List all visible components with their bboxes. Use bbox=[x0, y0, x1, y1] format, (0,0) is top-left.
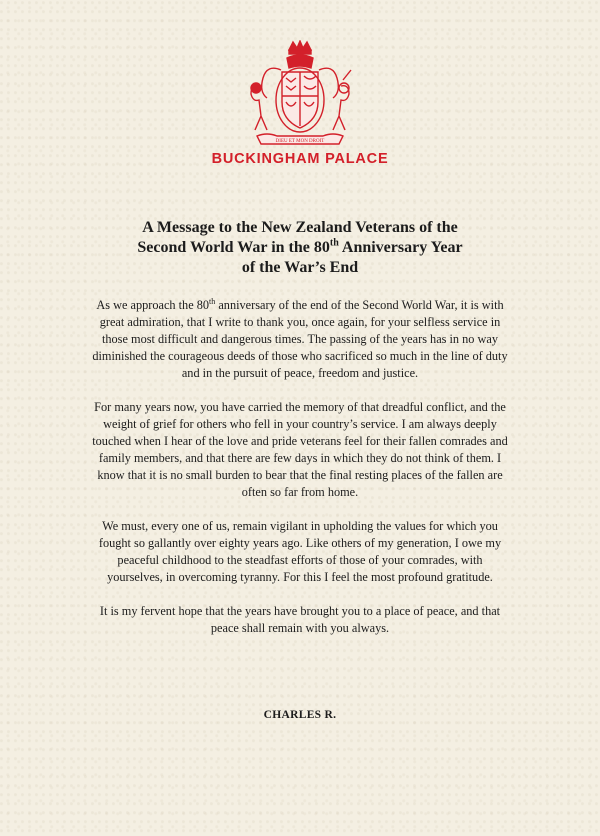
title-line-2a: Second World War in the 80 bbox=[137, 239, 330, 256]
palace-name: BUCKINGHAM PALACE bbox=[211, 151, 389, 167]
title-line-2b: Anniversary Year bbox=[338, 239, 463, 256]
paragraph-1-ordinal-suffix: th bbox=[209, 296, 216, 306]
paragraph-1 bbox=[92, 297, 508, 382]
signature: CHARLES R. bbox=[263, 709, 337, 721]
paragraph-3: We must, every one of us, remain vigilant in upholding the values for which you fought so gallantly over eighty years ago. Like others of my generation, I owe my peaceful childhood to the steadfast efforts of those of your comrades, with yourselves, in overcoming tyranny. For this I feel the most profound gratitude. bbox=[98, 519, 502, 584]
title-ordinal-suffix: th bbox=[329, 237, 339, 249]
title-line-1: A Message to the New Zealand Veterans of the bbox=[142, 219, 458, 236]
paragraph-1-start: As we approach the 80 bbox=[96, 298, 210, 312]
paragraph-2: For many years now, you have carried the memory of that dreadful conflict, and the weight of grief for others who fell in your country’s service. I am always deeply touched when I hear of the love and pride veterans feel for their fallen comrades and family members, and that there are few days in which they do not think of them. I know that it is no small burden to bear that the final resting places of the fallen are often so far from home. bbox=[92, 400, 508, 499]
message-body bbox=[92, 297, 508, 654]
paragraph-1-rest: anniversary of the end of the Second World War, it is with great admiration, that I write to thank you, once again, for your selfless service in those most difficult and dangerous times. The passing of the years has in no way diminished the courageous deeds of those who sacrificed so much in the line of duty and in the pursuit of peace, freedom and justice. bbox=[92, 298, 508, 380]
title-line-3: of the War’s End bbox=[241, 259, 359, 276]
royal-coat-of-arms-icon bbox=[237, 40, 363, 148]
paragraph-4: It is my fervent hope that the years have brought you to a place of peace, and that peace shall remain with you always. bbox=[99, 604, 501, 635]
motto-text: DIEU ET MON DROIT bbox=[275, 139, 325, 144]
page-title bbox=[60, 218, 540, 278]
